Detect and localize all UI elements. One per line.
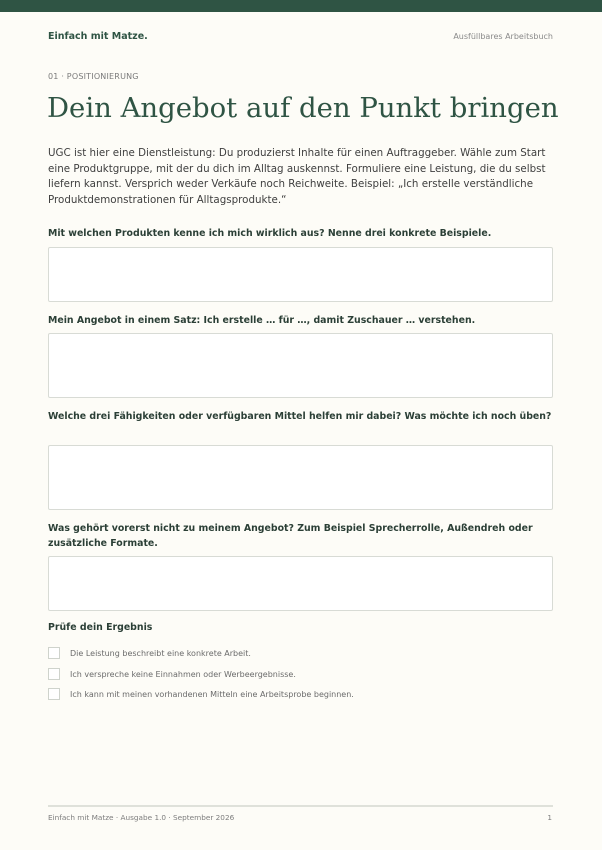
question-label-exclusions: Was gehört vorerst nicht zu meinem Angebot? Zum Beispiel Sprecherrolle, Außendreh oder zusätzliche Formate. bbox=[48, 523, 533, 549]
answer-field-products[interactable] bbox=[48, 247, 553, 302]
footer-edition-info: Einfach mit Matze · Ausgabe 1.0 · September 2026 bbox=[48, 813, 235, 822]
checklist-item-label: Die Leistung beschreibt eine konkrete Arbeit. bbox=[70, 648, 251, 658]
document-type: Ausfüllbares Arbeitsbuch bbox=[453, 32, 553, 41]
page-number: 1 bbox=[547, 813, 552, 822]
checklist-title: Prüfe dein Ergebnis bbox=[48, 622, 153, 633]
question-label-products: Mit welchen Produkten kenne ich mich wirklich aus? Nenne drei konkrete Beispiele. bbox=[48, 228, 492, 239]
answer-field-exclusions[interactable] bbox=[48, 556, 553, 611]
checklist-item-label: Ich kann mit meinen vorhandenen Mitteln eine Arbeitsprobe beginnen. bbox=[70, 689, 354, 699]
checklist-item[interactable] bbox=[48, 668, 296, 680]
answer-field-skills[interactable] bbox=[48, 445, 553, 510]
checklist-item-label: Ich verspreche keine Einnahmen oder Werbeergebnisse. bbox=[70, 669, 296, 679]
section-label: 01 · POSITIONIERUNG bbox=[48, 72, 139, 81]
answer-field-offer[interactable] bbox=[48, 333, 553, 398]
question-label-offer: Mein Angebot in einem Satz: Ich erstelle … für …, damit Zuschauer … verstehen. bbox=[48, 315, 476, 326]
checklist-item[interactable] bbox=[48, 688, 354, 700]
checklist-item[interactable] bbox=[48, 647, 251, 659]
intro-text: UGC ist hier eine Dienstleistung: Du produzierst Inhalte für einen Auftraggeber. Wähle zum Start eine Produktgruppe, mit der du dich im Alltag auskennst. Formuliere eine Leistung, die du selbst liefern kannst. Versprich weder Verkäufe noch Reichweite. Beispiel: „Ich erstelle verständliche Produktdemonstrationen für Alltagsprodukte.“ bbox=[48, 147, 546, 206]
footer-divider bbox=[48, 805, 553, 807]
checkbox[interactable] bbox=[48, 668, 60, 680]
checkbox[interactable] bbox=[48, 688, 60, 700]
question-label-skills: Welche drei Fähigkeiten oder verfügbaren Mittel helfen mir dabei? Was möchte ich noch üben? bbox=[48, 411, 552, 422]
page-title: Dein Angebot auf den Punkt bringen bbox=[47, 92, 559, 124]
brand-name: Einfach mit Matze. bbox=[48, 31, 148, 42]
checkbox[interactable] bbox=[48, 647, 60, 659]
top-accent-bar bbox=[0, 0, 602, 12]
